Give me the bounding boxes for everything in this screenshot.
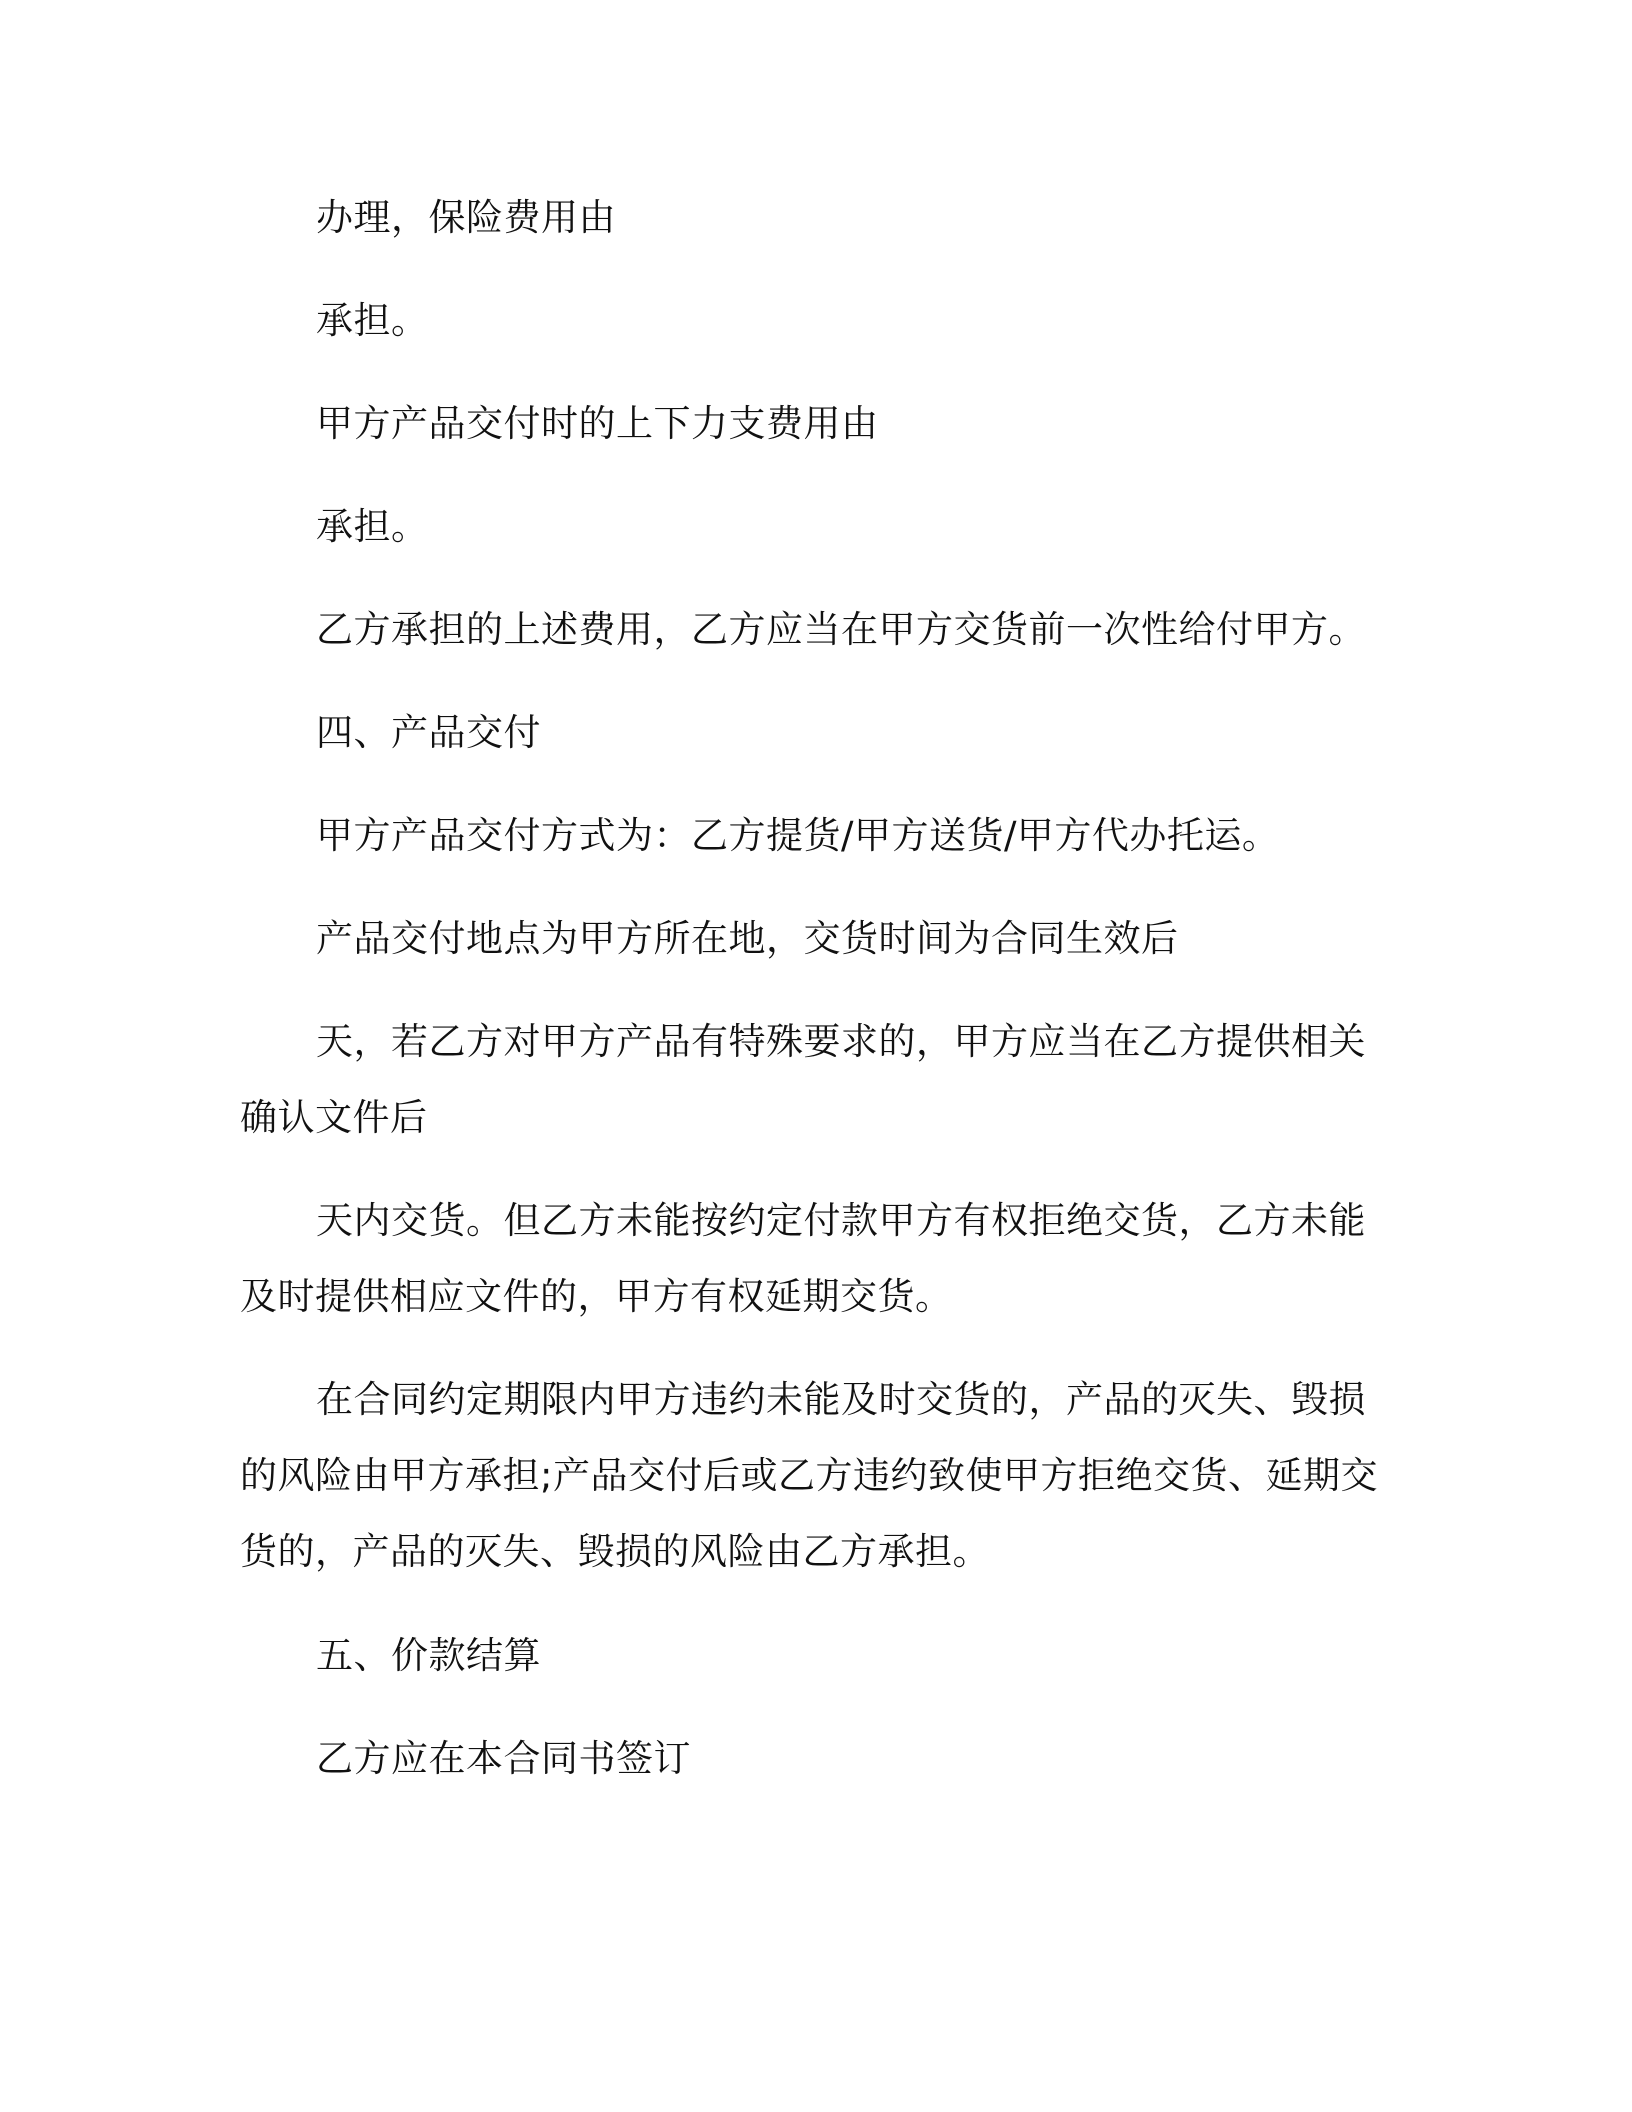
paragraph-risk-allocation (240, 1362, 1378, 1590)
paragraph-loading-cost (240, 386, 879, 462)
paragraph-line: 货的，产品的灭失、毁损的风险由乙方承担。 (240, 1530, 990, 1573)
paragraph-insurance-cost (240, 180, 616, 256)
section-heading-settlement (240, 1618, 541, 1694)
paragraph-line: 承担。 (316, 299, 429, 342)
paragraph-delivery-refusal (240, 1183, 1366, 1335)
paragraph-line: 天内交货。但乙方未能按约定付款甲方有权拒绝交货，乙方未能 (316, 1199, 1366, 1242)
paragraph-line: 确认文件后 (240, 1096, 428, 1139)
paragraph-line: 天，若乙方对甲方产品有特殊要求的，甲方应当在乙方提供相关 (316, 1020, 1366, 1063)
document-page (240, 0, 1378, 2112)
paragraph-line: 承担。 (316, 505, 429, 548)
paragraph-line: 在合同约定期限内甲方违约未能及时交货的，产品的灭失、毁损 (316, 1378, 1366, 1421)
paragraph-bear-cost-2 (240, 489, 429, 565)
paragraph-buyer-payment (240, 592, 1366, 668)
paragraph-line: 乙方应在本合同书签订 (316, 1737, 691, 1780)
paragraph-line: 的风险由甲方承担;产品交付后或乙方违约致使甲方拒绝交货、延期交 (240, 1454, 1378, 1497)
paragraph-settlement-start (240, 1721, 691, 1797)
paragraph-line: 产品交付地点为甲方所在地，交货时间为合同生效后 (316, 917, 1179, 960)
paragraph-special-requirements (240, 1004, 1366, 1156)
paragraph-line: 甲方产品交付方式为：乙方提货/甲方送货/甲方代办托运。 (316, 814, 1280, 857)
paragraph-bear-cost-1 (240, 283, 429, 359)
paragraph-line: 及时提供相应文件的，甲方有权延期交货。 (240, 1275, 953, 1318)
paragraph-line: 乙方承担的上述费用，乙方应当在甲方交货前一次性给付甲方。 (316, 608, 1366, 651)
paragraph-delivery-method (240, 798, 1279, 874)
section-heading: 五、价款结算 (316, 1634, 541, 1677)
section-heading: 四、产品交付 (316, 711, 541, 754)
section-heading-delivery (240, 695, 541, 771)
paragraph-line: 办理，保险费用由 (316, 196, 616, 239)
paragraph-delivery-place (240, 901, 1179, 977)
paragraph-line: 甲方产品交付时的上下力支费用由 (316, 402, 879, 445)
